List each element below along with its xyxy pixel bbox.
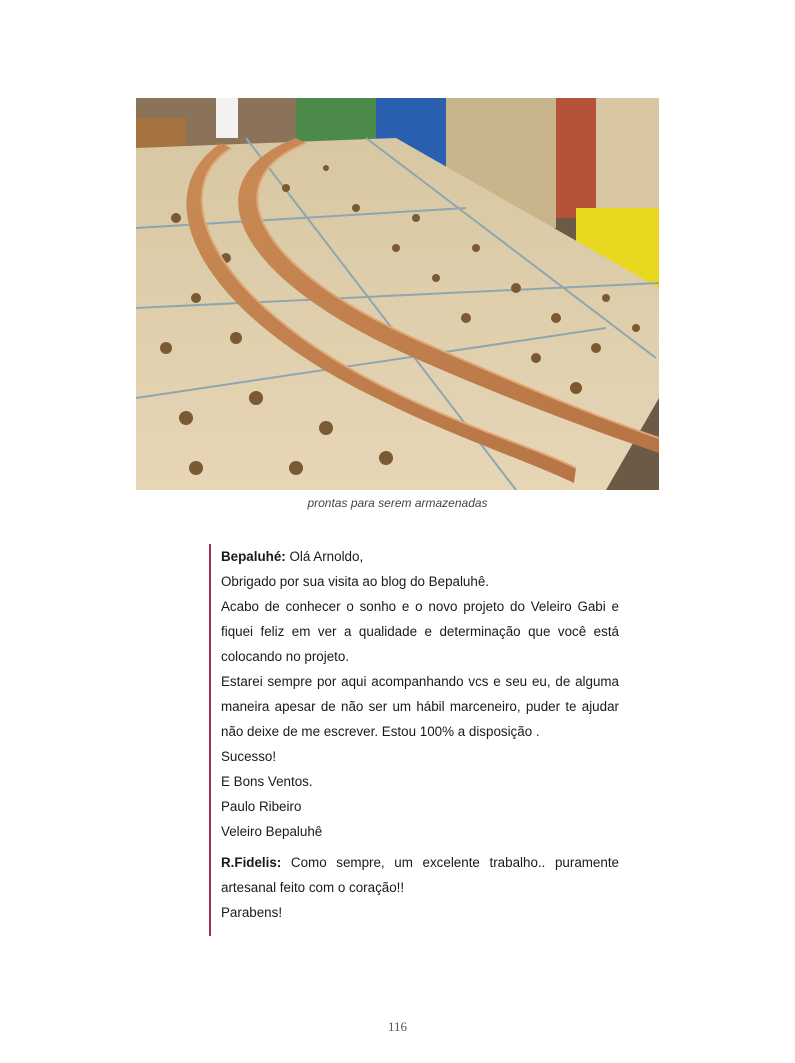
- comment-line: Paulo Ribeiro: [221, 799, 302, 814]
- comment-bepaluhe: [221, 544, 619, 844]
- comment-text: Como sempre, um excelente trabalho.. puramente artesanal feito com o coração!!: [221, 855, 619, 895]
- comment-author: R.Fidelis:: [221, 855, 282, 870]
- comment-rfidelis: [221, 850, 619, 925]
- comment-line: Sucesso!: [221, 749, 277, 764]
- comment-line: Parabens!: [221, 905, 283, 920]
- comment-line: [221, 544, 619, 569]
- workshop-photo: [136, 98, 659, 490]
- comment-line: Veleiro Bepaluhê: [221, 824, 323, 839]
- comment-line: Obrigado por sua visita ao blog do Bepaluhê.: [221, 574, 489, 589]
- comment-line: E Bons Ventos.: [221, 774, 313, 789]
- comment-line: [221, 850, 619, 900]
- page-number: 116: [387, 1019, 408, 1034]
- comment-greeting: Olá Arnoldo,: [289, 549, 364, 564]
- comment-line: Acabo de conhecer o sonho e o novo projeto do Veleiro Gabi e fiquei feliz em ver a qualidade e determinação que você está colocando no projeto.: [221, 599, 619, 664]
- figure-caption: prontas para serem armazenadas: [307, 496, 488, 510]
- comment-author: Bepaluhé:: [221, 549, 286, 564]
- comment-line: Estarei sempre por aqui acompanhando vcs e seu eu, de alguma maneira apesar de não ser um hábil marceneiro, puder te ajudar não deixe de me escrever. Estou 100% a disposição .: [221, 674, 619, 739]
- comments-block: [209, 544, 619, 936]
